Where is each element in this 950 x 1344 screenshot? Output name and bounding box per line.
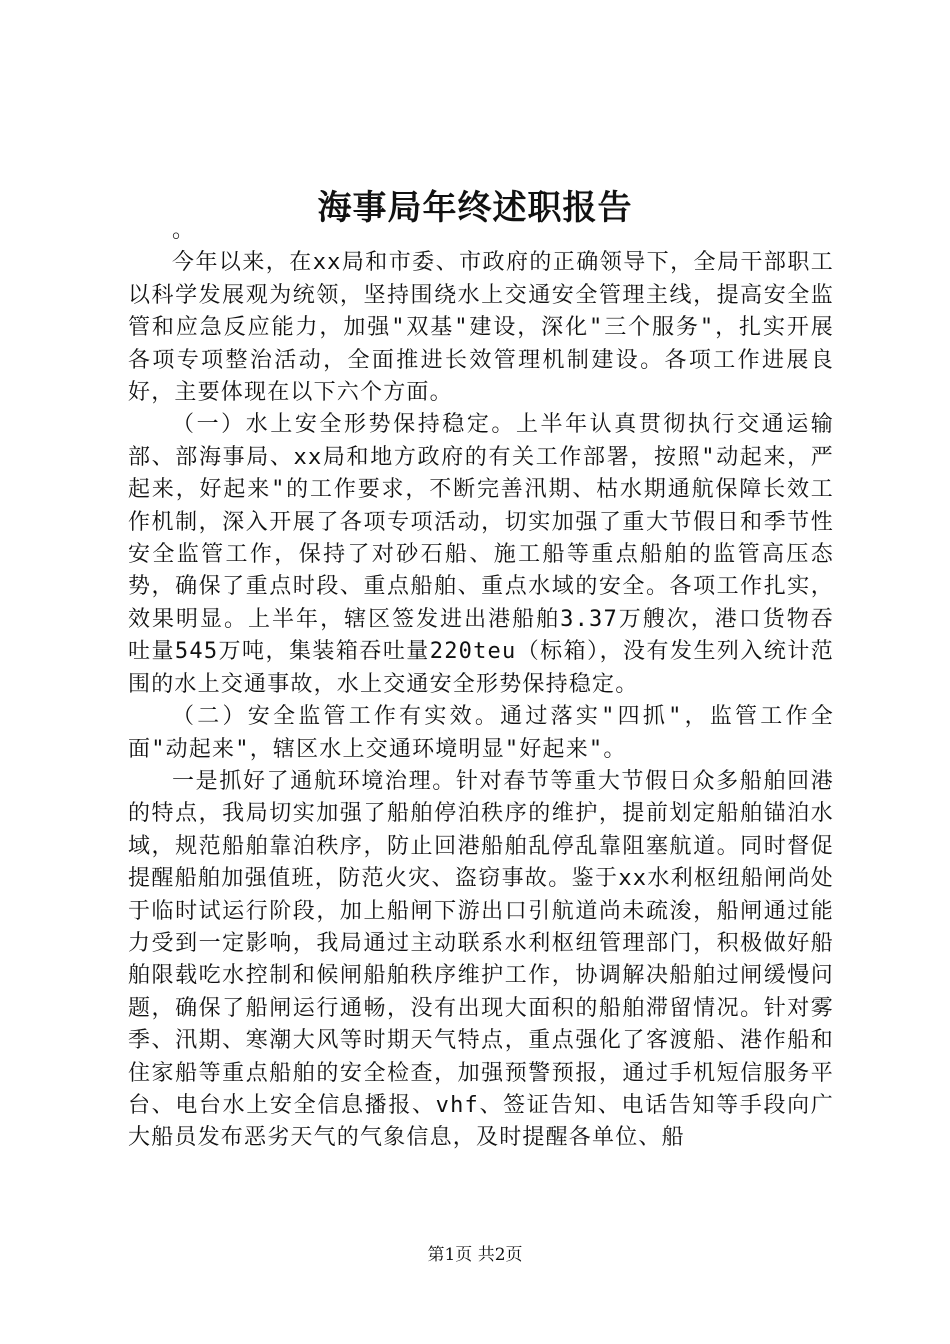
paragraph-section-1: （一）水上安全形势保持稳定。上半年认真贯彻执行交通运输部、部海事局、xx局和地方政府的有关工作部署，按照"动起来，严起来，好起来"的工作要求，不断完善汛期、枯水期通航保障长效工作机制，深入开展了各项专项活动，切实加强了重大节假日和季节性安全监管工作，保持了对砂石船、施工船等重点船舶的监管高压态势，确保了重点时段、重点船舶、重点水域的安全。各项工作扎实，效果明显。上半年，辖区签发进出港船舶3.37万艘次，港口货物吞吐量545万吨，集装箱吞吐量220teu（标箱），没有发生列入统计范围的水上交通事故，水上交通安全形势保持稳定。 (128, 412, 834, 697)
paragraph-section-2: （二）安全监管工作有实效。通过落实"四抓"，监管工作全面"动起来"，辖区水上交通环境明显"好起来"。 (128, 704, 834, 762)
document-title: 海事局年终述职报告 (317, 188, 633, 228)
paragraph-dot: 。 (172, 218, 196, 243)
paragraph-intro: 今年以来，在xx局和市委、市政府的正确领导下，全局干部职工以科学发展观为统领，坚持围绕水上交通安全管理主线，提高安全监管和应急反应能力，加强"双基"建设，深化"三个服务"，扎实开展各项专项整治活动，全面推进长效管理机制建设。各项工作进展良好，主要体现在以下六个方面。 (128, 250, 834, 406)
page-number-footer: 第1页 共2页 (427, 1245, 523, 1265)
document-body (128, 215, 834, 1155)
paragraph-point-1: 一是抓好了通航环境治理。针对春节等重大节假日众多船舶回港的特点，我局切实加强了船舶停泊秩序的维护，提前划定船舶锚泊水域，规范船舶靠泊秩序，防止回港船舶乱停乱靠阻塞航道。同时督促提醒船舶加强值班，防范火灾、盗窃事故。鉴于xx水利枢纽船闸尚处于临时试运行阶段，加上船闸下游出口引航道尚未疏浚，船闸通过能力受到一定影响，我局通过主动联系水利枢纽管理部门，积极做好船舶限载吃水控制和候闸船舶秩序维护工作，协调解决船舶过闸缓慢问题，确保了船闸运行通畅，没有出现大面积的船舶滞留情况。针对雾季、汛期、寒潮大风等时期天气特点，重点强化了客渡船、港作船和住家船等重点船舶的安全检查，加强预警预报，通过手机短信服务平台、电台水上安全信息播报、vhf、签证告知、电话告知等手段向广大船员发布恶劣天气的气象信息，及时提醒各单位、船 (128, 768, 834, 1151)
